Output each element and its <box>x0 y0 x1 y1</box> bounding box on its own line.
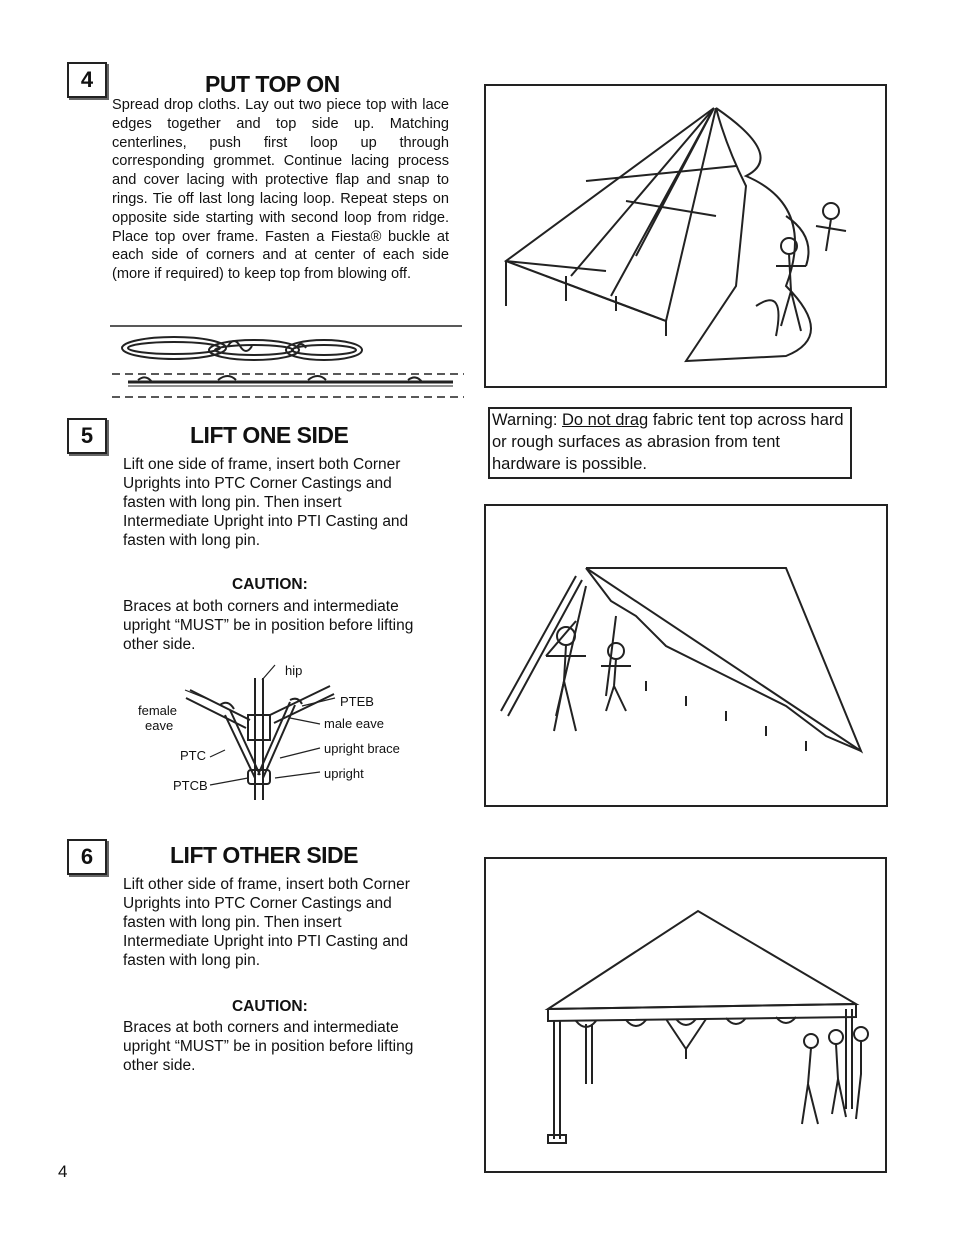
label-upright-brace: upright brace <box>324 741 400 756</box>
step-4-title: PUT TOP ON <box>205 71 340 97</box>
label-upright: upright <box>324 766 364 781</box>
label-pteb: PTEB <box>340 694 374 709</box>
step-5-title: LIFT ONE SIDE <box>190 422 349 448</box>
label-male-eave: male eave <box>324 716 384 731</box>
label-ptc: PTC <box>180 748 206 763</box>
step-5-number: 5 <box>67 418 107 454</box>
step-5-caution-heading: CAUTION: <box>232 576 308 593</box>
label-female-eave-1: female <box>138 703 178 718</box>
lift-other-side-illustration <box>486 859 885 1171</box>
lift-one-side-frame <box>484 504 888 807</box>
label-hip: hip <box>285 663 303 678</box>
step-4-number: 4 <box>67 62 107 98</box>
lacing-loop-illustration <box>108 322 468 404</box>
step-5-text: Lift one side of frame, insert both Corner Uprights into PTC Corner Castings and fasten with long pin. Then insert Intermediate Upright into PTI Casting and fasten with long pin. <box>123 456 409 549</box>
lift-other-side-frame <box>484 857 887 1173</box>
label-female-eave-2: eave <box>145 718 174 733</box>
label-ptcb: PTCB <box>173 778 208 793</box>
step-6-caution-heading: CAUTION: <box>232 998 308 1015</box>
lift-one-side-illustration <box>486 506 886 805</box>
step-6-caution-text: Braces at both corners and intermediate upright “MUST” be in position before lifting other side. <box>123 1019 414 1074</box>
step-4-text: Spread drop cloths. Lay out two piece top with lace edges together and top side up. Matching centerlines, push first loop up through corresponding grommet. Continue lacing process and cover lacing with protective flap and snap to rings. Tie off last long lacing loop. Repeat steps on opposite side starting with second loop from ridge. Place top over frame. Fasten a Fiesta® buckle at each side of corners and at center of each side (more if required) to keep top from blowing off. <box>112 97 449 283</box>
warning-prefix: Warning: <box>492 411 562 429</box>
step-5-caution-text: Braces at both corners and intermediate upright “MUST” be in position before lifting other side. <box>123 598 414 653</box>
warning-underlined: Do not drag <box>562 411 649 429</box>
warning-box <box>488 407 852 479</box>
put-top-on-illustration <box>486 86 885 386</box>
warning-suffix: fabric tent top across hard or rough surfaces as abrasion from tent hardware is possible. <box>492 411 844 473</box>
step-6-number: 6 <box>67 839 107 875</box>
put-top-on-frame <box>484 84 887 388</box>
step-6-text: Lift other side of frame, insert both Corner Uprights into PTC Corner Castings and fasten with long pin. Then insert Intermediate Upright into PTI Casting and fasten with long pin. <box>123 876 410 969</box>
corner-joint-diagram <box>130 660 430 805</box>
page-number: 4 <box>58 1162 68 1181</box>
step-6-title: LIFT OTHER SIDE <box>170 842 358 868</box>
